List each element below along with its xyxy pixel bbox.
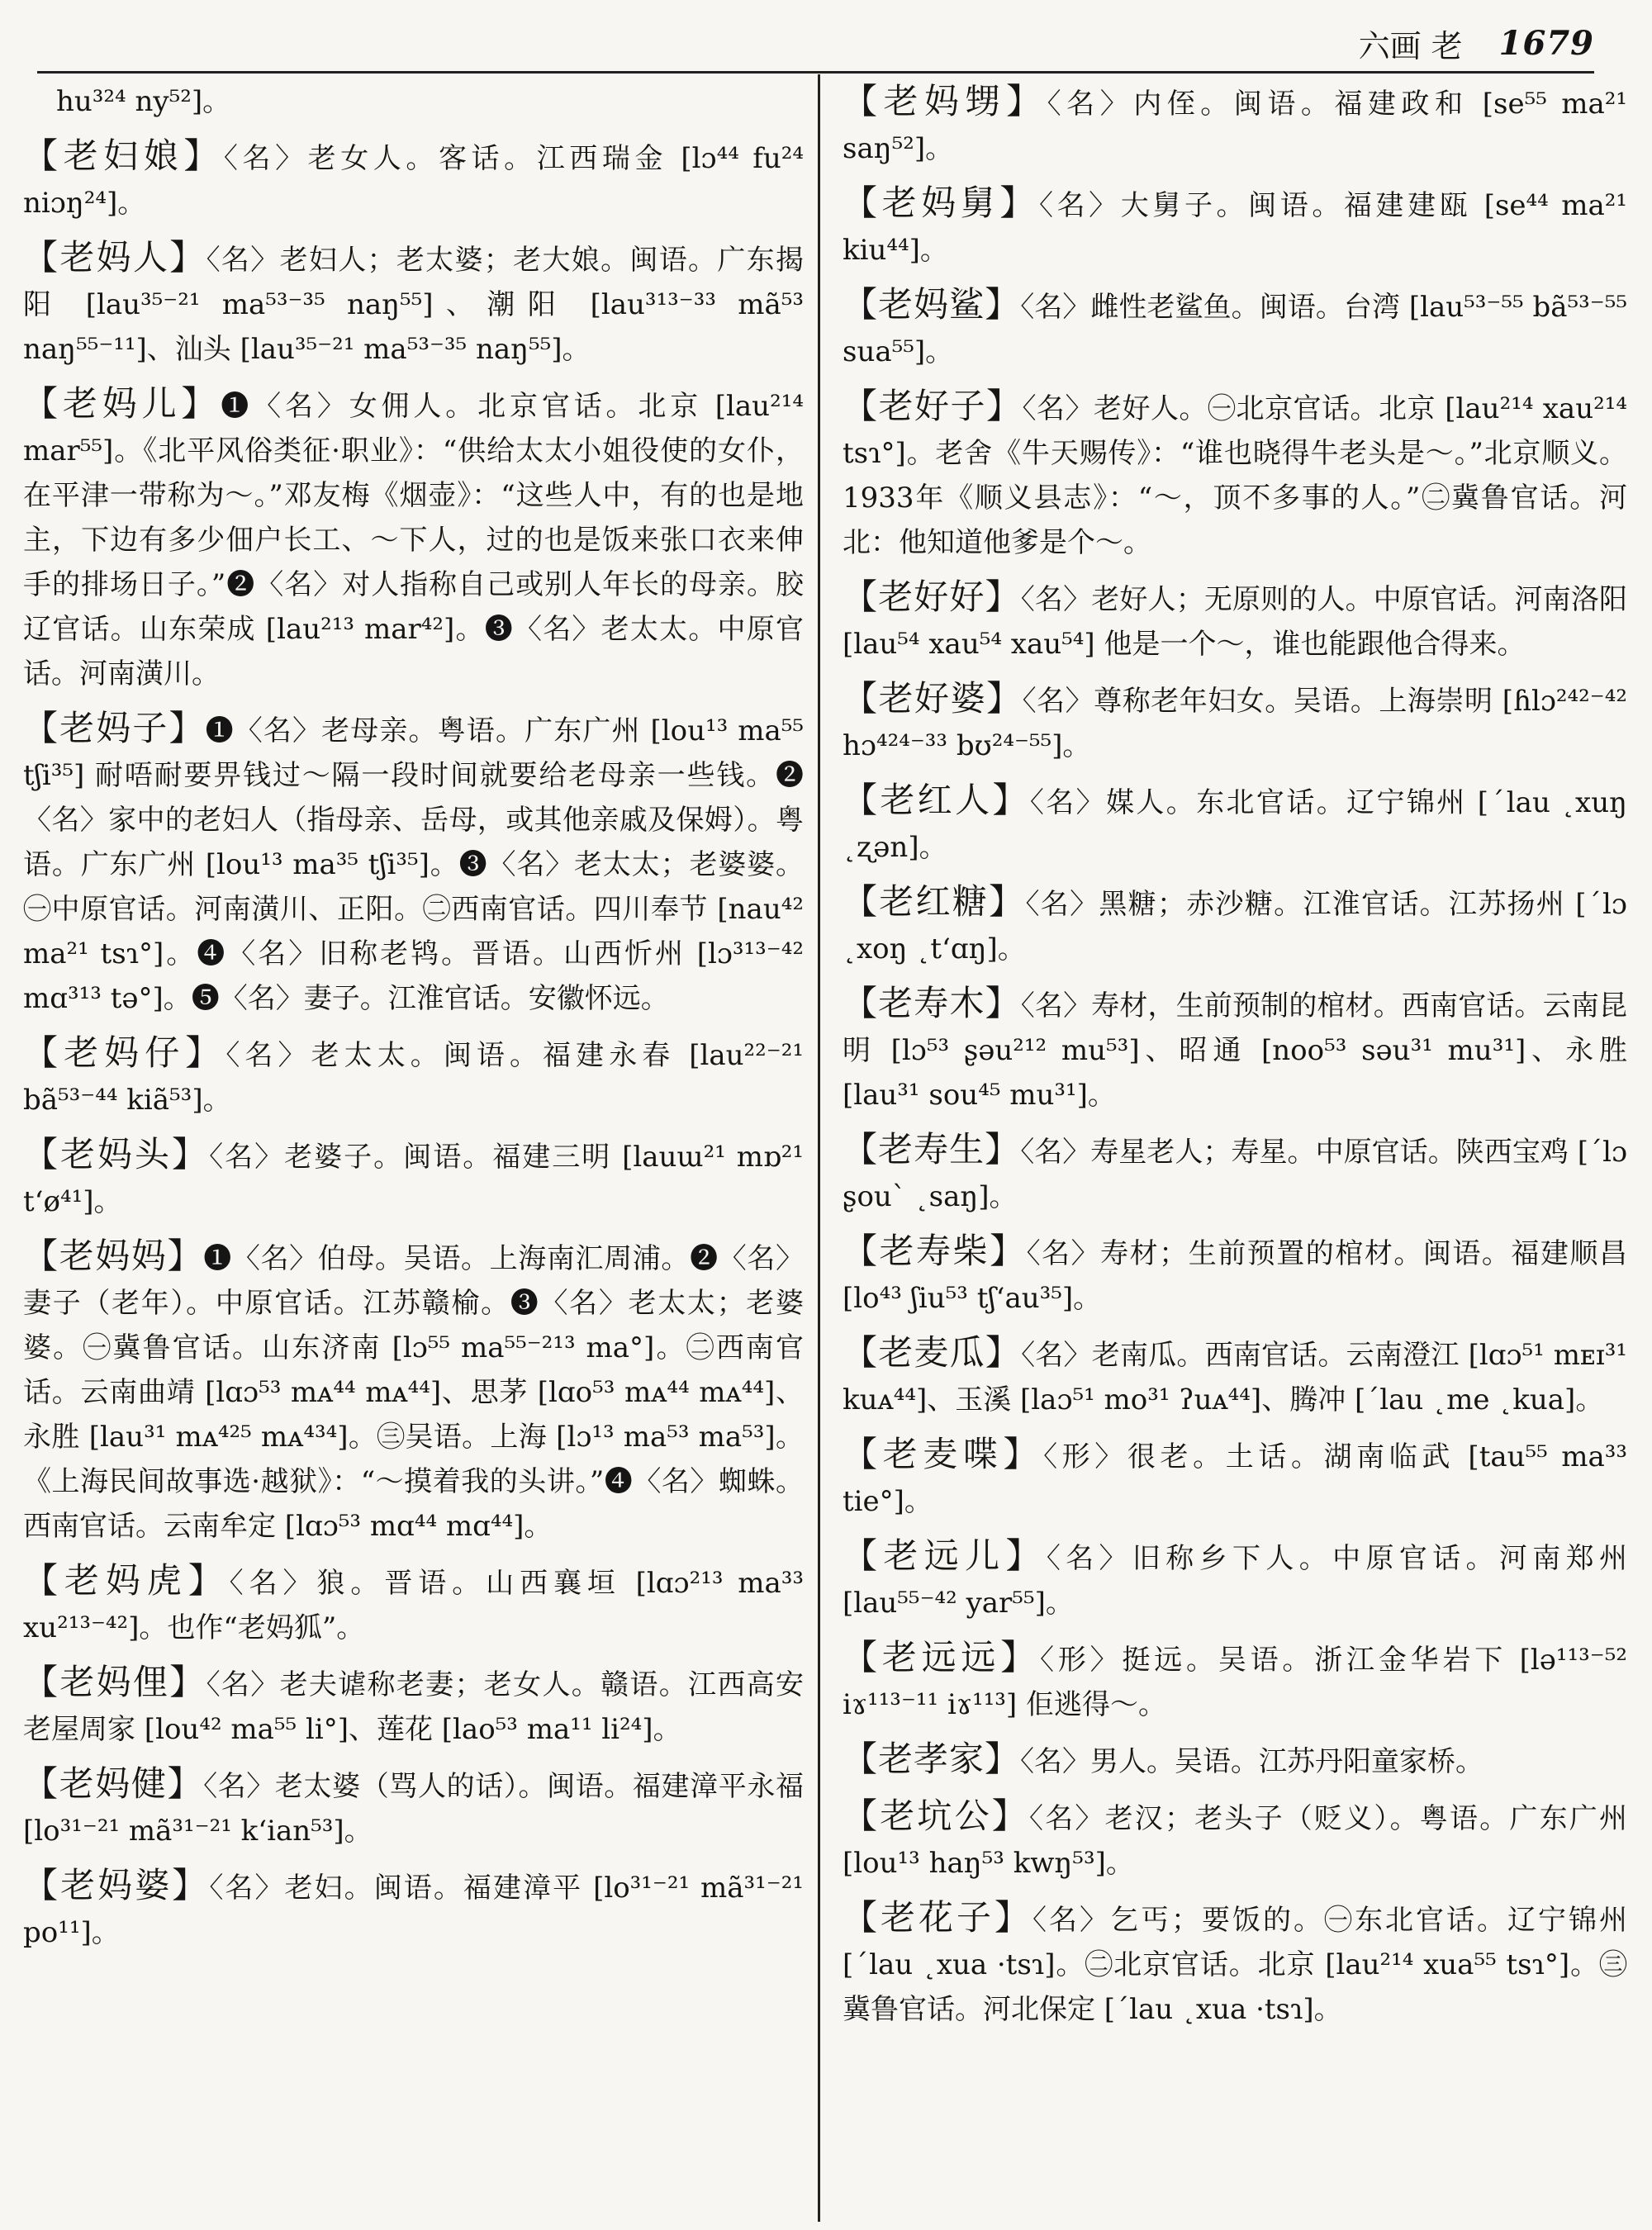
section-label: 六画 老	[1358, 27, 1463, 64]
entry-definition: ❶〈名〉伯母。吴语。上海南汇周浦。❷〈名〉妻子（老年）。中原官话。江苏赣榆。❸〈名〉老太太；老婆婆。㊀冀鲁官话。山东济南 [lɔ⁵⁵ ma⁵⁵⁻²¹³ ma°]。㊁西南官话。云南曲靖 [lɑɔ⁵³ mᴀ⁴⁴ mᴀ⁴⁴]、思茅 [lɑo⁵³ mᴀ⁴⁴ mᴀ⁴⁴]、永胜 [lau³¹ mᴀ⁴²⁵ mᴀ⁴³⁴]。㊂吴语。上海 [lɔ¹³ ma⁵³ ma⁵³]。《上海民间故事选·越狱》：“～摸着我的头讲。”❹〈名〉蜘蛛。西南官话。云南牟定 [lɑɔ⁵³ mɑ⁴⁴ mɑ⁴⁴]。	[23, 1242, 804, 1543]
entry-headword: 【老花子】	[843, 1897, 1032, 1938]
dictionary-entry	[843, 1737, 1627, 1784]
header-rule	[37, 71, 1594, 74]
entry-definition: 〈名〉大舅子。闽语。福建建瓯 [se⁴⁴ ma²¹ kiu⁴⁴]。	[843, 189, 1627, 267]
dictionary-entry	[23, 382, 804, 696]
entry-headword: 【老远远】	[843, 1637, 1041, 1677]
dictionary-entry	[843, 778, 1627, 870]
dictionary-entry	[23, 134, 804, 225]
entry-headword: 【老麦喋】	[843, 1434, 1044, 1474]
entry-headword: 【老寿柴】	[843, 1231, 1027, 1271]
dictionary-entry	[23, 1762, 804, 1853]
dictionary-entry	[843, 181, 1627, 273]
entry-headword: 【老妈鲨】	[843, 284, 1021, 325]
entry-definition: 〈形〉挺远。吴语。浙江金华岩下 [lə¹¹³⁻⁵² iɤ¹¹³⁻¹¹ iɤ¹¹³] 佢逃得～。	[843, 1644, 1627, 1721]
entry-definition: 〈名〉内侄。闽语。福建政和 [se⁵⁵ ma²¹ saŋ⁵²]。	[843, 88, 1627, 165]
dictionary-entry	[23, 1031, 804, 1122]
entry-headword: 【老妈子】	[23, 708, 206, 748]
dictionary-entry	[23, 1559, 804, 1650]
dictionary-entry	[843, 1534, 1627, 1625]
dictionary-entry	[23, 1234, 804, 1549]
entry-definition: 〈形〉很老。土话。湖南临武 [tau⁵⁵ ma³³ tie°]。	[843, 1440, 1627, 1518]
entry-headword: 【老麦瓜】	[843, 1332, 1022, 1373]
entry-definition: 〈名〉雌性老鲨鱼。闽语。台湾 [lau⁵³⁻⁵⁵ bã⁵³⁻⁵⁵ sua⁵⁵]。	[843, 291, 1627, 368]
entry-headword: 【老妈舅】	[843, 183, 1039, 223]
dictionary-entry	[23, 235, 804, 372]
entry-definition: 〈名〉黑糖；赤沙糖。江淮官话。江苏扬州 [ˊlɔ ˛xoŋ ˛tʻɑŋ]。	[843, 888, 1627, 966]
entry-headword: 【老妈妈】	[23, 1236, 204, 1276]
entry-definition: 〈名〉老女人。客话。江西瑞金 [lɔ⁴⁴ fu²⁴ niɔŋ²⁴]。	[23, 142, 804, 220]
dictionary-entry	[843, 1229, 1627, 1321]
entry-headword: 【老远儿】	[843, 1535, 1047, 1576]
entry-definition: 〈名〉狼。晋语。山西襄垣 [lɑɔ²¹³ ma³³ xu²¹³⁻⁴²]。也作“老妈狐”。	[23, 1567, 804, 1644]
entry-headword: 【老妈人】	[23, 237, 206, 278]
entry-definition: 〈名〉老婆子。闽语。福建三明 [lauɯ²¹ mɒ²¹ tʻø⁴¹]。	[23, 1141, 804, 1218]
dictionary-entry	[843, 1127, 1627, 1219]
entry-headword: 【老孝家】	[843, 1739, 1021, 1779]
dictionary-entry	[843, 1635, 1627, 1727]
dictionary-entry	[843, 1896, 1627, 2032]
dictionary-entry	[843, 880, 1627, 971]
dictionary-entry	[23, 706, 804, 1021]
dictionary-entry	[843, 981, 1627, 1117]
dictionary-entry	[843, 282, 1627, 374]
entry-definition: ❶〈名〉老母亲。粤语。广东广州 [lou¹³ ma⁵⁵ tʃi³⁵] 耐唔耐要畀钱过～隔一段时间就要给老母亲一些钱。❷〈名〉家中的老妇人（指母亲、岳母，或其他亲戚及保姆）。粤语。广东广州 [lou¹³ ma³⁵ tʃi³⁵]。❸〈名〉老太太；老婆婆。㊀中原官话。河南潢川、正阳。㊁西南官话。四川奉节 [nau⁴² ma²¹ tsɿ°]。❹〈名〉旧称老鸨。晋语。山西忻州 [lɔ³¹³⁻⁴² mɑ³¹³ tə°]。❺〈名〉妻子。江淮官话。安徽怀远。	[23, 714, 804, 1015]
dictionary-entry	[23, 1132, 804, 1224]
entry-definition: 〈名〉老好人；无原则的人。中原官话。河南洛阳 [lau⁵⁴ xau⁵⁴ xau⁵⁴] 他是一个～，谁也能跟他合得来。	[843, 583, 1627, 661]
entry-headword: 【老妈婆】	[23, 1865, 210, 1905]
entry-headword: 【老妈头】	[23, 1134, 210, 1174]
right-column	[843, 79, 1627, 2230]
entry-headword: 【老坑公】	[843, 1796, 1029, 1836]
entry-definition: 〈名〉老汉；老头子（贬义）。粤语。广东广州 [lou¹³ haŋ⁵³ kwŋ⁵³]。	[843, 1802, 1627, 1880]
dictionary-entry	[843, 79, 1627, 171]
entry-definition: 〈名〉老南瓜。西南官话。云南澄江 [lɑɔ⁵¹ mᴇɪ³¹ kuᴀ⁴⁴]、玉溪 [laɔ⁵¹ mo³¹ ʔuᴀ⁴⁴]、腾冲 [ˊlau ˛me ˛kua]。	[843, 1339, 1627, 1416]
dictionary-entry	[843, 676, 1627, 768]
dictionary-entry	[843, 384, 1627, 565]
entry-definition: 〈名〉寿材；生前预置的棺材。闽语。福建顺昌 [lo⁴³ ʃiu⁵³ tʃʻau³⁵]。	[843, 1237, 1627, 1315]
entry-definition: 〈名〉旧称乡下人。中原官话。河南郑州 [lau⁵⁵⁻⁴² yar⁵⁵]。	[843, 1542, 1627, 1620]
entry-definition: 〈名〉老夫谑称老妻；老女人。赣语。江西高安老屋周家 [lou⁴² ma⁵⁵ li°]、莲花 [lao⁵³ ma¹¹ li²⁴]。	[23, 1668, 804, 1746]
left-column	[23, 79, 804, 2230]
page-number: 1679	[1498, 23, 1594, 63]
dictionary-entry	[23, 1660, 804, 1752]
entry-headword: 【老妈虎】	[23, 1560, 230, 1601]
dictionary-entry	[843, 1331, 1627, 1422]
entry-headword: 【老红糖】	[843, 881, 1026, 922]
entry-definition: 〈名〉寿星老人；寿星。中原官话。陕西宝鸡 [ˊlɔ ʂouˋ ˛saŋ]。	[843, 1136, 1627, 1213]
entry-headword: 【老妈仔】	[23, 1032, 226, 1073]
entry-definition: 〈名〉老太太。闽语。福建永春 [lau²²⁻²¹ bã⁵³⁻⁴⁴ kiã⁵³]。	[23, 1039, 804, 1117]
entry-headword: 【老妇娘】	[23, 135, 224, 176]
entry-definition: 〈名〉寿材，生前预制的棺材。西南官话。云南昆明 [lɔ⁵³ ʂəu²¹² mu⁵³]、昭通 [noo⁵³ səu³¹ mu³¹]、永胜 [lau³¹ sou⁴⁵ mu³¹]。	[843, 989, 1627, 1112]
column-divider	[818, 74, 820, 2222]
continuation-text: hu³²⁴ ny⁵²]。	[56, 85, 231, 118]
entry-headword: 【老妈儿】	[23, 383, 221, 424]
dictionary-entry	[23, 1863, 804, 1955]
entry-headword: 【老好婆】	[843, 678, 1023, 719]
entry-headword: 【老红人】	[843, 780, 1030, 820]
entry-headword: 【老妈俚】	[23, 1662, 206, 1702]
dictionary-entry	[843, 1432, 1627, 1524]
entry-headword: 【老好子】	[843, 386, 1023, 426]
dictionary-entry	[843, 575, 1627, 667]
entry-headword: 【老妈健】	[23, 1763, 204, 1804]
entry-definition: ❶〈名〉女佣人。北京官话。北京 [lau²¹⁴ mar⁵⁵]。《北平风俗类征·职业》：“供给太太小姐役使的女仆，在平津一带称为～。”邓友梅《烟壶》：“这些人中，有的也是地主，下边有多少佃户长工、～下人，过的也是饭来张口衣来伸手的排场日子。”❷〈名〉对人指称自己或别人年长的母亲。胶辽官话。山东荣成 [lau²¹³ mar⁴²]。❸〈名〉老太太。中原官话。河南潢川。	[23, 390, 804, 690]
entry-headword: 【老寿生】	[843, 1129, 1021, 1170]
entry-definition: 〈名〉男人。吴语。江苏丹阳童家桥。	[1020, 1745, 1484, 1778]
entry-definition: 〈名〉老太婆（骂人的话）。闽语。福建漳平永福 [lo³¹⁻²¹ mã³¹⁻²¹ kʻian⁵³]。	[23, 1770, 804, 1848]
entry-definition: 〈名〉媒人。东北官话。辽宁锦州 [ˊlau ˛xuŋ ˛ʐən]。	[843, 786, 1627, 864]
entry-headword: 【老寿木】	[843, 983, 1021, 1023]
entry-definition: 〈名〉乞丐；要饭的。㊀东北官话。辽宁锦州 [ˊlau ˛xua ·tsɿ]。㊁北京官话。北京 [lau²¹⁴ xua⁵⁵ tsɿ°]。㊂冀鲁官话。河北保定 [ˊlau ˛xua ·tsɿ]。	[843, 1904, 1627, 2026]
entry-headword: 【老妈甥】	[843, 81, 1047, 121]
entry-definition: 〈名〉尊称老年妇女。吴语。上海崇明 [ɦlɔ²⁴²⁻⁴² hɔ⁴²⁴⁻³³ bʊ²⁴⁻⁵⁵]。	[843, 685, 1627, 762]
dictionary-entry	[843, 1794, 1627, 1886]
entry-definition: 〈名〉老妇人；老太婆；老大娘。闽语。广东揭阳 [lau³⁵⁻²¹ ma⁵³⁻³⁵ naŋ⁵⁵]、潮阳 [lau³¹³⁻³³ mã⁵³ naŋ⁵⁵⁻¹¹]、汕头 [lau³⁵⁻²¹ ma⁵³⁻³⁵ naŋ⁵⁵]。	[23, 244, 804, 366]
running-header	[1264, 18, 1594, 68]
entry-headword: 【老好好】	[843, 576, 1021, 617]
entry-definition: 〈名〉老好人。㊀北京官话。北京 [lau²¹⁴ xau²¹⁴ tsɿ°]。老舍《牛天赐传》：“谁也晓得牛老头是～。”北京顺义。1933年《顺义县志》：“～，顶不多事的人。”㊁冀鲁官话。河北：他知道他爹是个～。	[843, 392, 1627, 559]
entry-definition: 〈名〉老妇。闽语。福建漳平 [lo³¹⁻²¹ mã³¹⁻²¹ po¹¹]。	[23, 1872, 804, 1949]
